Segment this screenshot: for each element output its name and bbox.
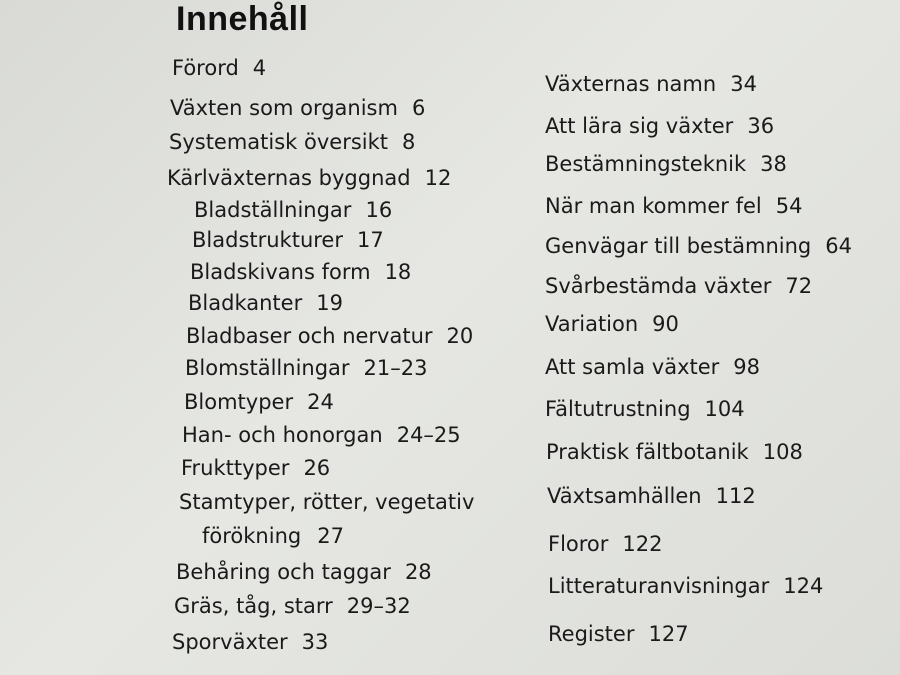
toc-entry-title: Behåring och taggar — [176, 560, 391, 584]
toc-entry — [545, 397, 745, 421]
toc-entry-title: Bladstrukturer — [192, 228, 343, 252]
toc-entry-title: Växtsamhällen — [547, 484, 702, 508]
toc-entry-title: Att lära sig växter — [545, 114, 734, 138]
toc-entry — [545, 114, 774, 138]
toc-entry — [202, 524, 344, 548]
toc-entry — [170, 96, 425, 120]
toc-entry-page: 18 — [384, 260, 412, 284]
toc-entry-page: 27 — [317, 524, 344, 548]
toc-entry — [545, 355, 760, 379]
toc-entry-title: Kärlväxternas byggnad — [167, 166, 411, 190]
toc-entry-title: Gräs, tåg, starr — [174, 594, 333, 618]
toc-entry-title: Floror — [548, 532, 609, 556]
toc-entry-page: 104 — [704, 397, 745, 421]
toc-entry-page: 33 — [301, 630, 329, 654]
toc-entry — [169, 130, 415, 154]
toc-entry-title: Växternas namn — [545, 72, 717, 96]
toc-entry-title: förökning — [202, 524, 302, 548]
toc-entry — [547, 484, 756, 508]
toc-entry-title: När man kommer fel — [545, 194, 762, 218]
toc-entry — [167, 166, 451, 190]
toc-entry-page: 12 — [424, 166, 452, 190]
toc-entry — [182, 423, 461, 447]
toc-entry-page: 112 — [715, 484, 756, 508]
toc-entry-page: 17 — [357, 228, 384, 252]
toc-entry — [188, 291, 343, 315]
toc-entry — [172, 630, 328, 654]
toc-entry-title: Svårbestämda växter — [545, 274, 772, 298]
toc-entry-title: Stamtyper, rötter, vegetativ — [179, 490, 475, 514]
page-title: Innehåll — [176, 0, 309, 38]
toc-entry — [545, 152, 787, 176]
toc-entry-page: 64 — [825, 234, 852, 258]
toc-entry-page: 72 — [785, 274, 813, 298]
toc-entry — [545, 234, 852, 258]
toc-entry-page: 24 — [307, 390, 334, 414]
toc-entry — [548, 622, 689, 646]
toc-entry-page: 8 — [402, 130, 416, 154]
toc-entry-page: 98 — [733, 355, 761, 379]
toc-entry — [186, 324, 473, 348]
toc-entry-title: Systematisk översikt — [169, 130, 389, 154]
toc-entry-title: Genvägar till bestämning — [545, 234, 812, 258]
toc-entry-title: Att samla växter — [545, 355, 720, 379]
toc-entry — [545, 312, 679, 336]
toc-entry-title: Bladställningar — [194, 198, 352, 222]
toc-entry-page: 19 — [316, 291, 343, 315]
toc-entry — [192, 228, 384, 252]
toc-entry — [548, 574, 823, 598]
toc-entry — [545, 194, 802, 218]
toc-entry-page: 38 — [760, 152, 787, 176]
toc-entry — [181, 456, 330, 480]
toc-entry — [548, 532, 663, 556]
toc-entry-title: Praktisk fältbotanik — [546, 440, 749, 464]
toc-entry-title: Bladskivans form — [190, 260, 371, 284]
toc-entry — [545, 72, 757, 96]
toc-entry-title: Bladbaser och nervatur — [186, 324, 433, 348]
toc-entry-page: 36 — [747, 114, 775, 138]
toc-entry-title: Bestämningsteknik — [545, 152, 747, 176]
toc-entry-page: 127 — [648, 622, 689, 646]
toc-entry-page: 16 — [365, 198, 393, 222]
toc-entry-page: 29–32 — [346, 594, 411, 618]
toc-entry-page: 20 — [446, 324, 474, 348]
toc-entry — [545, 274, 812, 298]
toc-entry — [174, 594, 411, 618]
toc-entry-page: 124 — [783, 574, 824, 598]
toc-entry — [184, 390, 334, 414]
toc-entry-page: 34 — [730, 72, 757, 96]
toc-entry-title: Blomtyper — [184, 390, 294, 414]
toc-entry-title: Register — [548, 622, 635, 646]
toc-entry — [194, 198, 392, 222]
toc-entry-page: 54 — [775, 194, 803, 218]
toc-entry-title: Litteraturanvisningar — [548, 574, 770, 598]
toc-entry-page: 122 — [622, 532, 663, 556]
toc-entry-page: 90 — [652, 312, 679, 336]
toc-entry — [172, 56, 266, 80]
toc-entry-page: 26 — [303, 456, 331, 480]
toc-entry-title: Han- och honorgan — [182, 423, 383, 447]
toc-entry-title: Förord — [172, 56, 239, 80]
toc-entry — [546, 440, 803, 464]
toc-entry-title: Frukttyper — [181, 456, 290, 480]
toc-entry-title: Sporväxter — [172, 630, 288, 654]
toc-entry-title: Bladkanter — [188, 291, 303, 315]
toc-entry-title: Fältutrustning — [545, 397, 691, 421]
toc-entry-page: 28 — [404, 560, 432, 584]
toc-entry — [185, 356, 428, 380]
toc-entry-title: Växten som organism — [170, 96, 398, 120]
toc-entry-page: 108 — [762, 440, 803, 464]
toc-entry — [179, 490, 488, 514]
toc-entry-title: Blomställningar — [185, 356, 350, 380]
toc-entry-page: 6 — [411, 96, 426, 120]
toc-entry-page: 4 — [252, 56, 267, 80]
toc-entry-page: 24–25 — [396, 423, 461, 447]
toc-entry — [190, 260, 411, 284]
toc-entry-page: 21–23 — [363, 356, 428, 380]
toc-entry — [176, 560, 432, 584]
toc-entry-title: Variation — [545, 312, 639, 336]
